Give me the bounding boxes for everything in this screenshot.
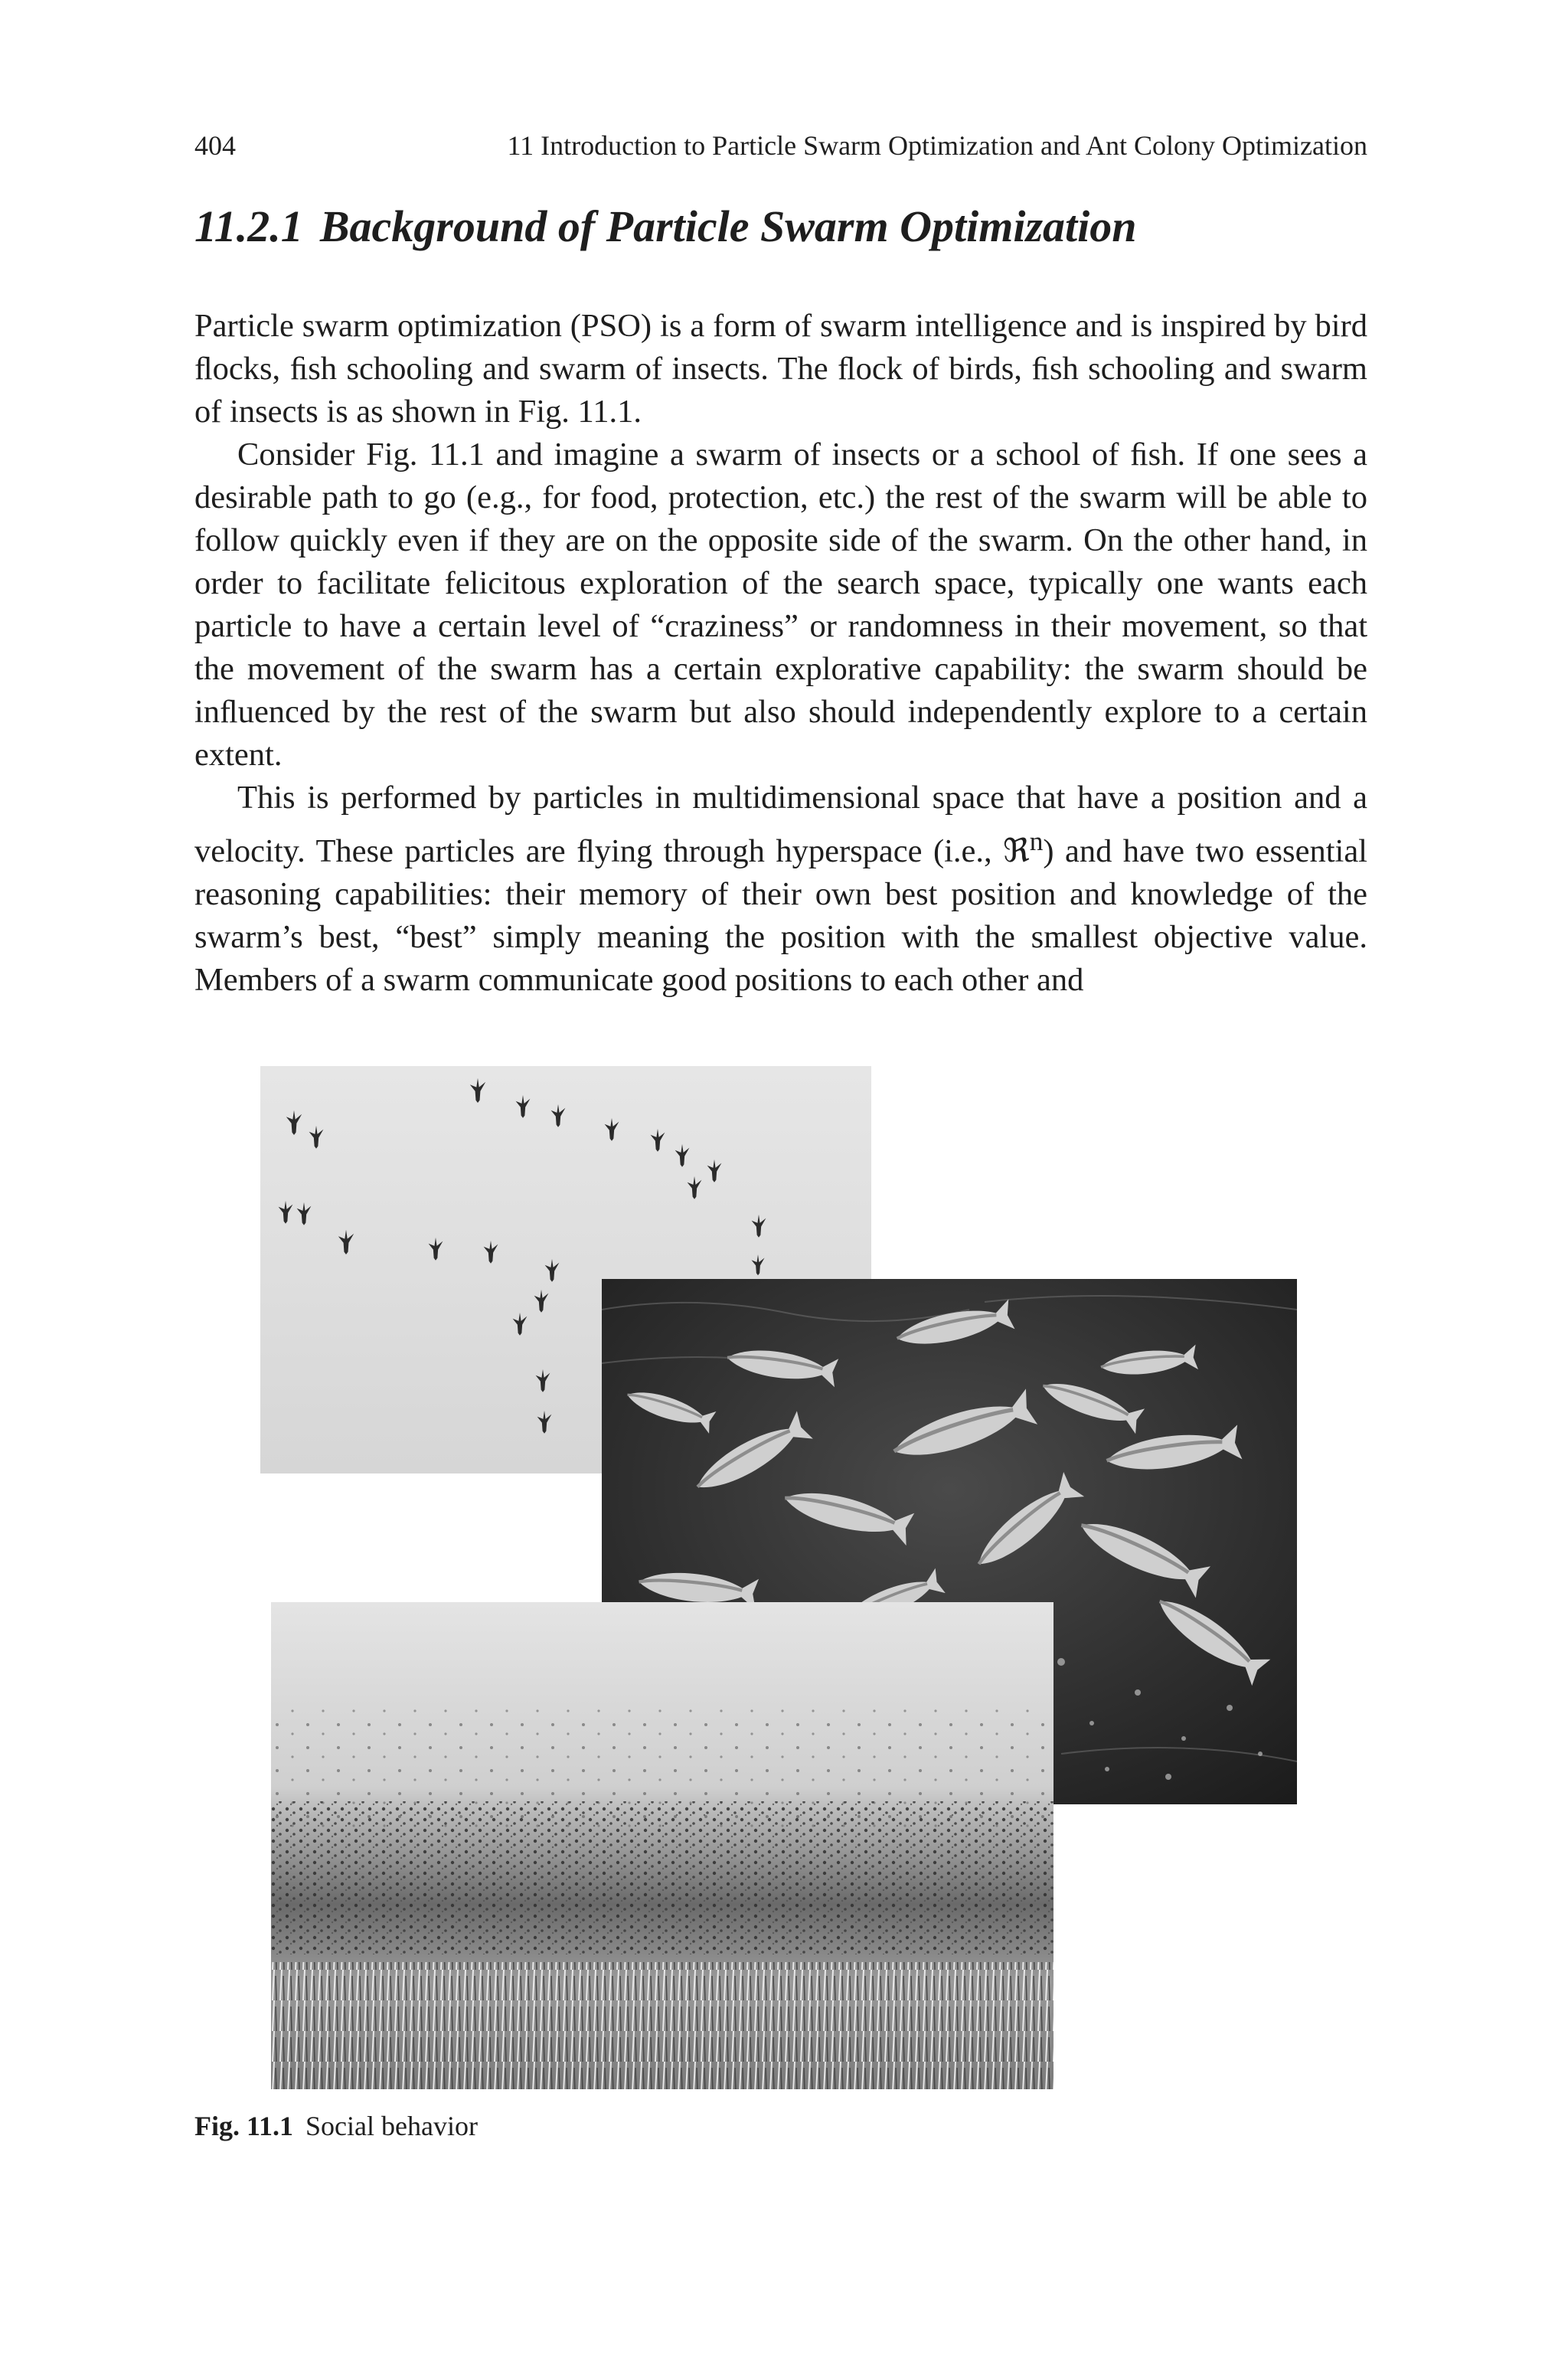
paragraph-3-start: This is performed by particles in multidimensional space that have a position and a velocity. These particles are ﬂying through hyperspace (i.e., [194,780,1367,870]
insect-swarm-image [271,1602,1054,2089]
paragraph-2: Consider Fig. 11.1 and imagine a swarm of insects or a school of ﬁsh. If one sees a desirable path to go (e.g., for food, protection, etc.) the rest of the swarm will be able to follow quickly even if they are on the opposite side of the swarm. On the other hand, in order to facilitate felicitous exploration of the search space, typically one wants each particle to have a certain level of “craziness” or randomness in their movement, so that the movement of the swarm has a certain explorative capability: the swarm should be inﬂuenced by the rest of the swarm but also should independently explore to a certain extent. [194,437,1367,773]
section-number: 11.2.1 [194,201,303,251]
figure-caption [194,2109,478,2143]
insect-swarm-photo [271,1602,1054,2089]
dimension-exponent: n [1029,826,1044,856]
section-title: Background of Particle Swarm Optimization [319,201,1137,251]
paragraph-3-end: ) and have two essential reasoning capabilities: their memory of their own best position and knowledge of the swarm’s best, “best” simply meaning the position with the smallest objective value. Members of a swarm communicate good positions to each other and [194,833,1367,999]
reals-symbol: ℜ [1003,832,1030,871]
page-number: 404 [194,130,236,161]
figure-caption-text: Social behavior [305,2111,478,2141]
paragraph-1: Particle swarm optimization (PSO) is a form of swarm intelligence and is inspired by bird ﬂocks, ﬁsh schooling and swarm of insects. The ﬂock of birds, ﬁsh schooling and swarm of insects is as shown in Fig. 11.1. [194,308,1367,430]
running-title: 11 Introduction to Particle Swarm Optimization and Ant Colony Optimization [507,130,1367,161]
figure-label: Fig. 11.1 [194,2111,294,2141]
